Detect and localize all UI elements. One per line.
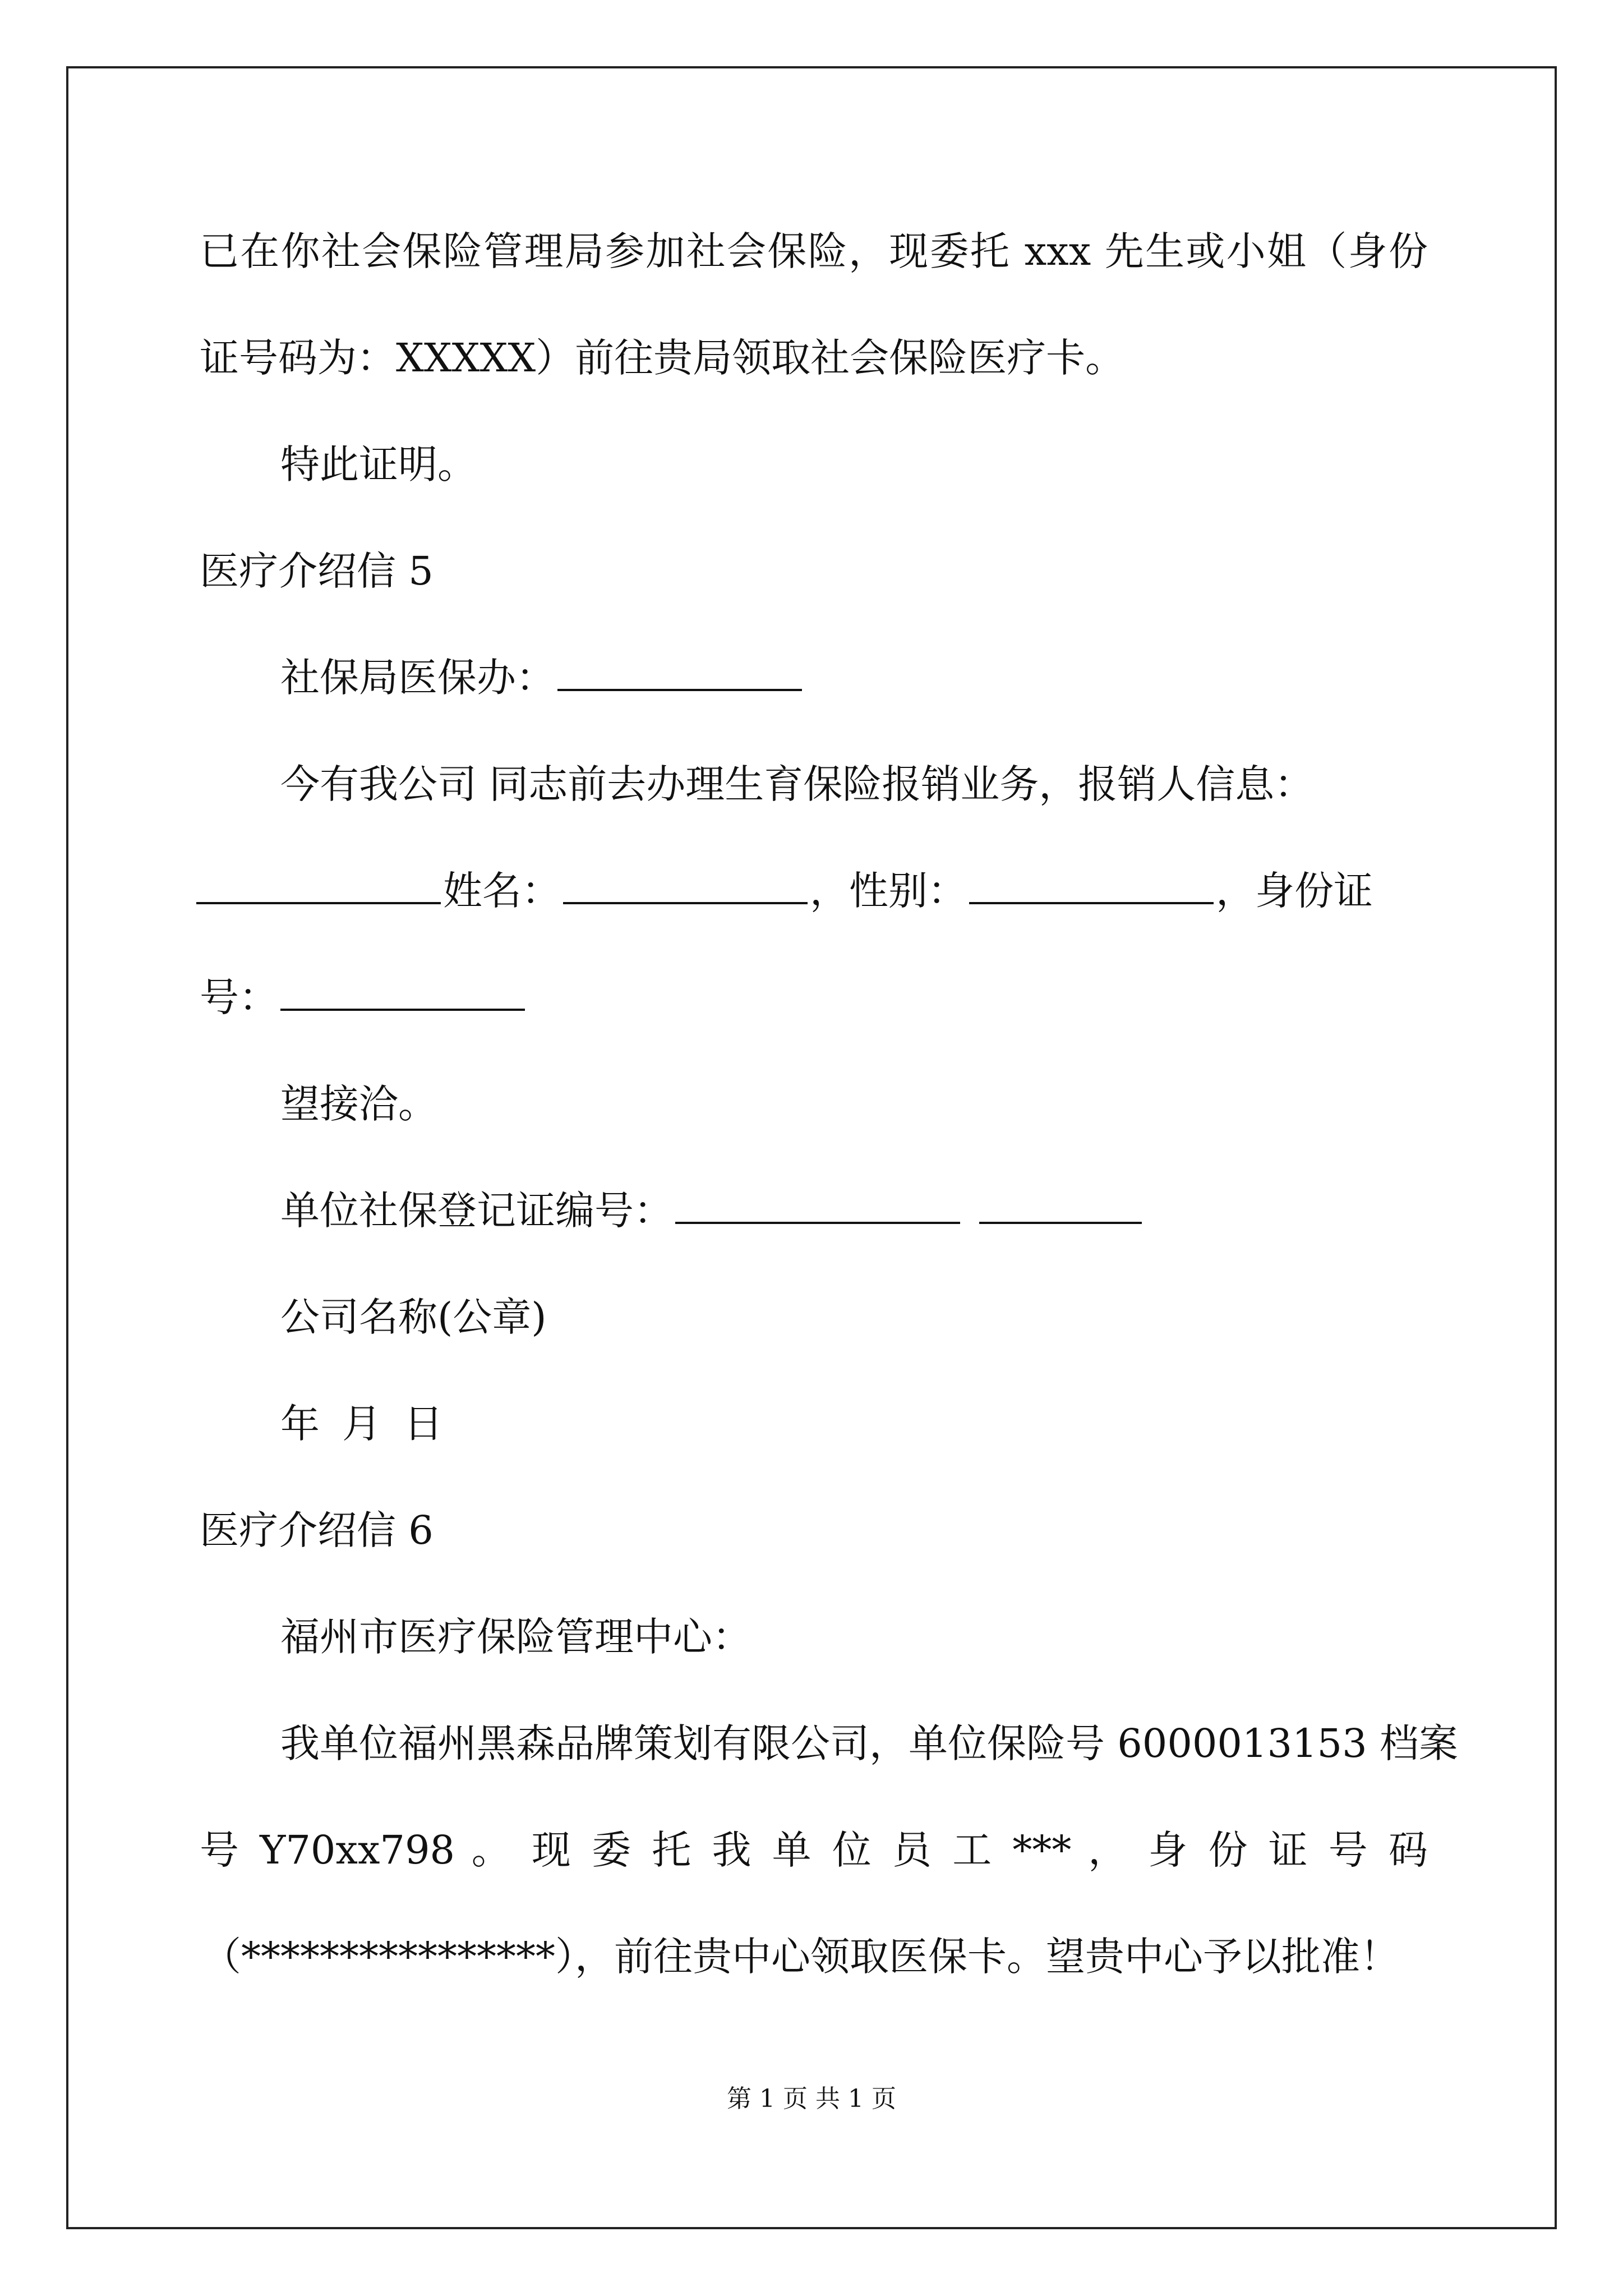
name-label: 姓名： xyxy=(443,868,561,914)
recipient-line xyxy=(280,650,1428,706)
recipient-line-6: 福州市医疗保险管理中心： xyxy=(280,1614,751,1660)
reimburser-info-line xyxy=(196,863,1424,919)
registration-blank-2[interactable] xyxy=(979,1182,1142,1224)
closing-statement: 特此证明。 xyxy=(280,441,477,487)
id-label: ，身份证 xyxy=(1216,868,1373,914)
paragraph-line-1: 已在你社会保险管理局参加社会保险，现委托 xxx 先生或小姐（身份 xyxy=(200,228,1428,274)
name-blank[interactable] xyxy=(563,863,808,904)
paragraph-line-16: 号 Y70xx798 。 现 委 托 我 单 位 员 工 *** ， 身 份 证 号 码 xyxy=(200,1827,1428,1873)
date-line xyxy=(280,1396,1428,1452)
sex-label: ，性别： xyxy=(810,868,967,914)
paragraph-line-6: 今有我公司 同志前去办理生育保险报销业务，报销人信息： xyxy=(280,761,1314,807)
year-label: 年 xyxy=(280,1401,320,1447)
prefix-blank[interactable] xyxy=(196,863,441,904)
id-number-line xyxy=(200,969,1428,1025)
day-label: 日 xyxy=(404,1401,443,1447)
recipient-blank[interactable] xyxy=(557,650,802,691)
registration-line xyxy=(280,1182,1428,1239)
company-name-seal: 公司名称(公章) xyxy=(280,1294,547,1340)
request-line: 望接洽。 xyxy=(280,1081,437,1127)
paragraph-line-17: （****************），前往贵中心领取医保卡。望贵中心予以批准！ xyxy=(202,1934,1399,1980)
paragraph-line-15: 我单位福州黑森品牌策划有限公司，单位保险号 6000013153 档案 xyxy=(280,1720,1458,1766)
paragraph-line-2: 证号码为：XXXXX）前往贵局领取社会保险医疗卡。 xyxy=(200,335,1125,381)
page-footer: 第 1 页 共 1 页 xyxy=(727,2085,896,2113)
id-number-label: 号： xyxy=(200,974,278,1020)
id-number-blank[interactable] xyxy=(280,969,525,1011)
page-border xyxy=(66,66,1557,2229)
registration-blank-1[interactable] xyxy=(675,1182,960,1224)
recipient-label: 社保局医保办： xyxy=(280,655,555,701)
section-heading-5: 医疗介绍信 5 xyxy=(200,548,434,594)
sex-blank[interactable] xyxy=(969,863,1214,904)
month-label: 月 xyxy=(342,1401,381,1447)
section-heading-6: 医疗介绍信 6 xyxy=(200,1507,434,1553)
registration-label: 单位社保登记证编号： xyxy=(280,1188,673,1234)
